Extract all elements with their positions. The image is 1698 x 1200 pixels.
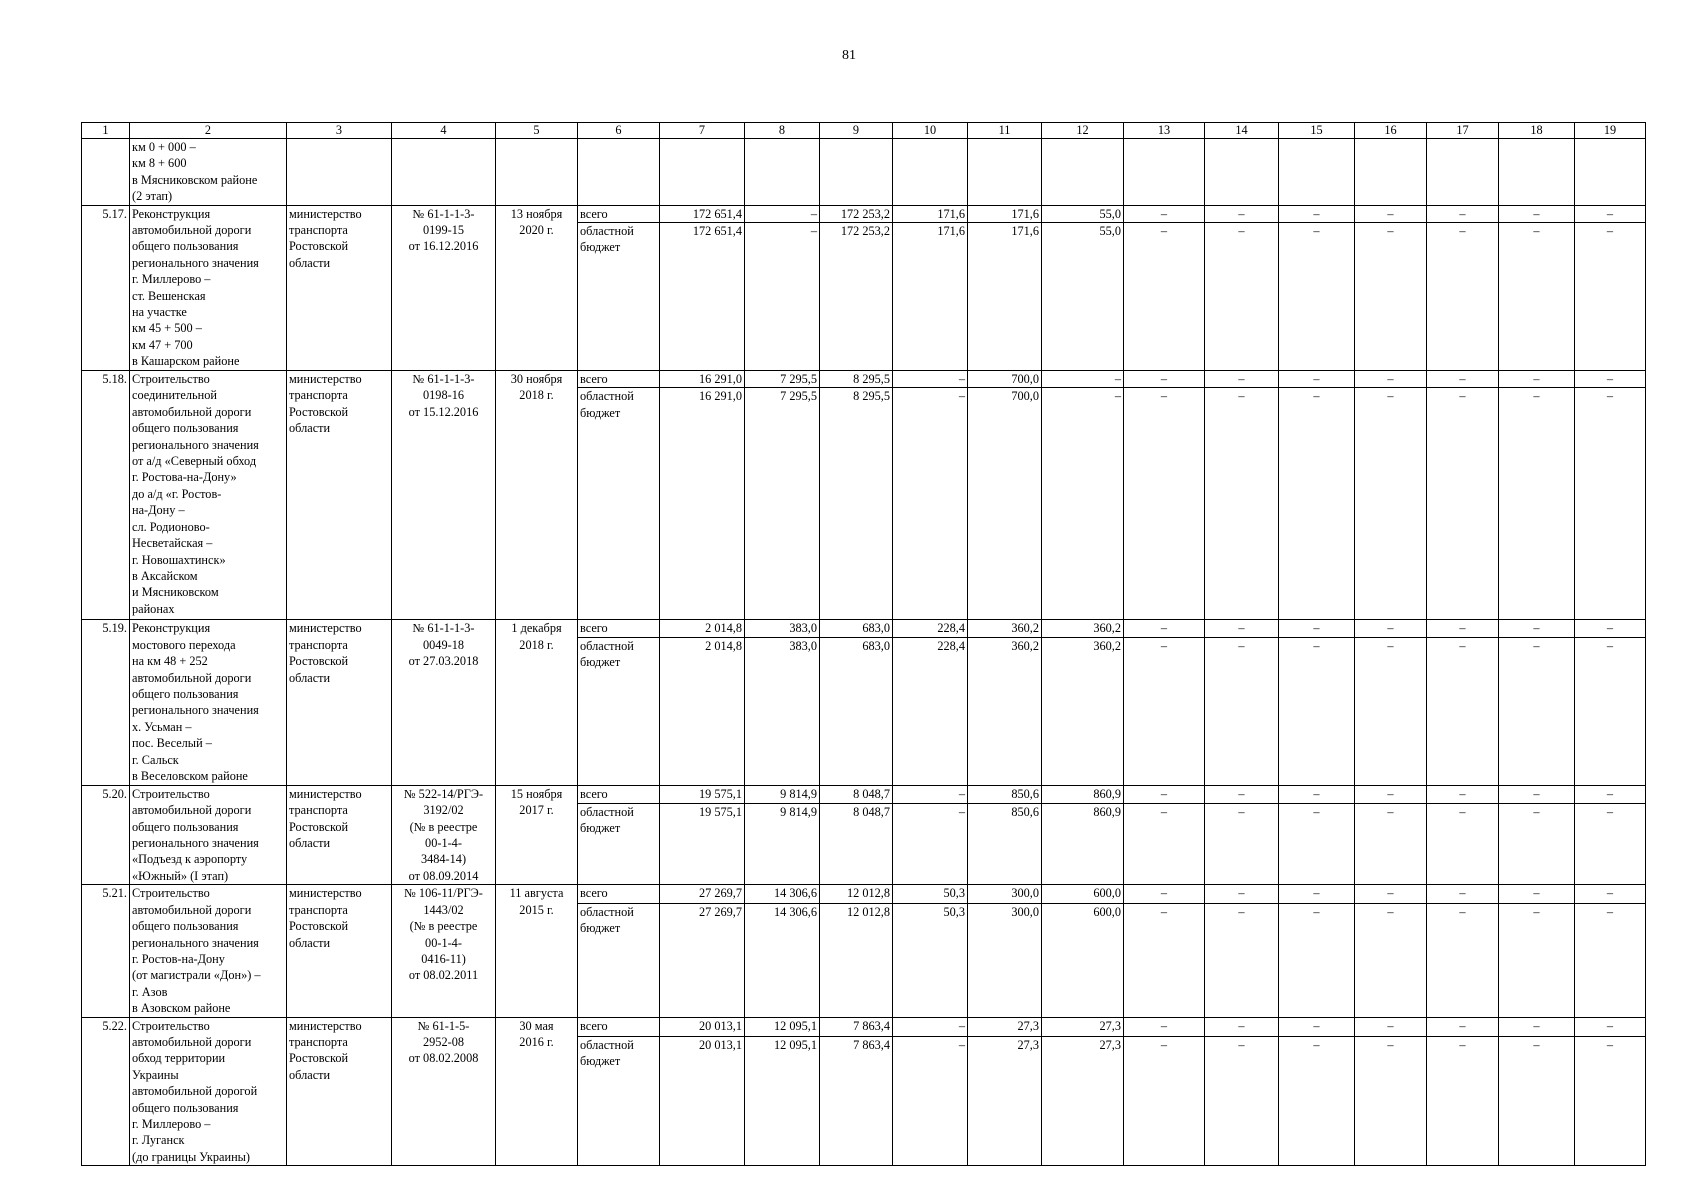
value-cell: – [1427,620,1499,637]
value-cell: – [1205,371,1279,388]
value-cell: – [1575,223,1646,371]
value-cell: 12 095,1 [745,1036,820,1165]
value-cell: 55,0 [1042,223,1124,371]
value-cell: – [1499,1036,1575,1165]
source-budget-label: областной бюджет [578,388,660,620]
empty-cell [820,139,893,206]
value-cell: 171,6 [968,223,1042,371]
value-cell: 300,0 [968,885,1042,904]
value-cell: – [893,785,968,803]
empty-cell [1427,139,1499,206]
value-cell: 7 863,4 [820,1017,893,1036]
value-cell: – [1205,903,1279,1017]
value-cell: 19 575,1 [660,785,745,803]
empty-cell [287,139,392,206]
value-cell: 850,6 [968,803,1042,885]
customer-cell: министерство транспорта Ростовской области [287,1017,392,1166]
value-cell: 27,3 [1042,1017,1124,1036]
customer-cell: министерство транспорта Ростовской области [287,371,392,620]
value-cell: 27 269,7 [660,885,745,904]
value-cell: 360,2 [1042,637,1124,785]
value-cell: – [1355,223,1427,371]
value-cell: – [1279,205,1355,222]
value-cell: – [1279,620,1355,637]
value-cell: 8 048,7 [820,803,893,885]
value-cell: – [1355,205,1427,222]
value-cell: – [1279,903,1355,1017]
value-cell: 360,2 [1042,620,1124,637]
source-budget-label: областной бюджет [578,223,660,371]
value-cell: 600,0 [1042,885,1124,904]
source-budget-label: областной бюджет [578,803,660,885]
value-cell: – [1427,1036,1499,1165]
document-cell: № 61-1-1-3- 0049-18 от 27.03.2018 [392,620,496,785]
deadline-cell: 15 ноября 2017 г. [496,785,578,884]
value-cell: – [1124,388,1205,620]
value-cell: – [893,388,968,620]
customer-cell: министерство транспорта Ростовской области [287,885,392,1017]
value-cell: – [1124,1017,1205,1036]
value-cell: 12 095,1 [745,1017,820,1036]
header-cell: 4 [392,123,496,139]
value-cell: – [1499,371,1575,388]
value-cell: 171,6 [968,205,1042,222]
value-cell: 172 253,2 [820,205,893,222]
object-name-cell: Строительство автомобильной дороги общего пользования регионального значения г. Ростов-на-Дону (от магистрали «Дон») – г. Азов в Азовском районе [130,885,287,1017]
value-cell: 300,0 [968,903,1042,1017]
value-cell: – [1124,223,1205,371]
value-cell: – [1427,785,1499,803]
row-number: 5.21. [82,885,130,1017]
row-total [82,205,1646,222]
value-cell: – [1575,885,1646,904]
value-cell: – [1205,803,1279,885]
value-cell: – [1355,803,1427,885]
value-cell: – [1355,620,1427,637]
empty-cell [1499,139,1575,206]
value-cell: 9 814,9 [745,785,820,803]
value-cell: 860,9 [1042,803,1124,885]
deadline-cell: 11 августа 2015 г. [496,885,578,1017]
header-cell: 3 [287,123,392,139]
value-cell: 860,9 [1042,785,1124,803]
value-cell: – [1499,785,1575,803]
source-budget-label: областной бюджет [578,1036,660,1165]
value-cell: – [1205,1017,1279,1036]
empty-cell [496,139,578,206]
value-cell: – [1499,903,1575,1017]
value-cell: – [1499,803,1575,885]
value-cell: – [893,1036,968,1165]
value-cell: 683,0 [820,637,893,785]
value-cell: 171,6 [893,205,968,222]
value-cell: – [1355,1036,1427,1165]
value-cell: – [1042,371,1124,388]
value-cell: 7 295,5 [745,371,820,388]
value-cell: 2 014,8 [660,620,745,637]
value-cell: 8 048,7 [820,785,893,803]
value-cell: – [1355,785,1427,803]
object-name-cell: Реконструкция мостового перехода на км 48 + 252 автомобильной дороги общего пользования регионального значения х. Усьман – пос. Веселый – г. Сальск в Веселовском районе [130,620,287,785]
value-cell: – [893,1017,968,1036]
row-number: 5.18. [82,371,130,620]
document-cell: № 106-11/РГЭ- 1443/02 (№ в реестре 00-1-4- 0416-11) от 08.02.2011 [392,885,496,1017]
deadline-cell: 1 декабря 2018 г. [496,620,578,785]
value-cell: 383,0 [745,620,820,637]
value-cell: 12 012,8 [820,903,893,1017]
value-cell: – [1575,388,1646,620]
customer-cell: министерство транспорта Ростовской области [287,620,392,785]
header-cell: 10 [893,123,968,139]
empty-cell [1042,139,1124,206]
value-cell: 9 814,9 [745,803,820,885]
value-cell: – [1575,785,1646,803]
source-total-label: всего [578,1017,660,1036]
value-cell: – [893,371,968,388]
value-cell: – [1124,885,1205,904]
object-name-cell: Строительство соединительной автомобильной дороги общего пользования регионального значения от а/д «Северный обход г. Ростова-на-Дону» до а/д «г. Ростов- на-Дону – сл. Родионово- Несветайская – г. Новошахтинск» в Аксайском и Мясниковском районах [130,371,287,620]
value-cell: – [1279,1036,1355,1165]
value-cell: – [1279,371,1355,388]
value-cell: – [1124,903,1205,1017]
value-cell: – [1205,620,1279,637]
empty-cell [1355,139,1427,206]
header-cell: 1 [82,123,130,139]
investment-table [81,122,1646,1166]
value-cell: 7 863,4 [820,1036,893,1165]
value-cell: – [1124,785,1205,803]
header-cell: 8 [745,123,820,139]
value-cell: – [1427,803,1499,885]
value-cell: – [1499,1017,1575,1036]
row-total [82,885,1646,904]
empty-cell [578,139,660,206]
object-name-cell: Строительство автомобильной дороги общего пользования регионального значения «Подъезд к аэропорту «Южный» (I этап) [130,785,287,884]
value-cell: 383,0 [745,637,820,785]
value-cell: – [1355,637,1427,785]
value-cell: 172 651,4 [660,205,745,222]
deadline-cell: 30 ноября 2018 г. [496,371,578,620]
row-total [82,371,1646,388]
value-cell: 20 013,1 [660,1036,745,1165]
value-cell: 27,3 [968,1017,1042,1036]
value-cell: – [1575,1017,1646,1036]
row-total [82,620,1646,637]
customer-cell: министерство транспорта Ростовской области [287,785,392,884]
value-cell: – [1427,1017,1499,1036]
value-cell: – [1355,371,1427,388]
header-cell: 19 [1575,123,1646,139]
header-cell: 13 [1124,123,1205,139]
row-number: 5.22. [82,1017,130,1166]
value-cell: – [1499,388,1575,620]
header-cell: 7 [660,123,745,139]
value-cell: – [1575,1036,1646,1165]
value-cell: 172 253,2 [820,223,893,371]
value-cell: – [1427,205,1499,222]
value-cell: – [1355,885,1427,904]
value-cell: – [1205,1036,1279,1165]
document-cell: № 61-1-1-3- 0198-16 от 15.12.2016 [392,371,496,620]
value-cell: 2 014,8 [660,637,745,785]
value-cell: – [1279,803,1355,885]
row-number: 5.20. [82,785,130,884]
value-cell: 12 012,8 [820,885,893,904]
header-cell: 15 [1279,123,1355,139]
continuation-row [82,139,1646,206]
value-cell: – [1575,637,1646,785]
value-cell: 700,0 [968,371,1042,388]
value-cell: 8 295,5 [820,388,893,620]
empty-cell [745,139,820,206]
deadline-cell: 30 мая 2016 г. [496,1017,578,1166]
header-cell: 2 [130,123,287,139]
value-cell: 683,0 [820,620,893,637]
object-name-cell: км 0 + 000 – км 8 + 600 в Мясниковском районе (2 этап) [130,139,287,206]
empty-cell [1205,139,1279,206]
value-cell: – [1427,388,1499,620]
value-cell: 171,6 [893,223,968,371]
source-budget-label: областной бюджет [578,903,660,1017]
value-cell: 700,0 [968,388,1042,620]
empty-cell [392,139,496,206]
value-cell: – [1427,885,1499,904]
value-cell: 20 013,1 [660,1017,745,1036]
source-total-label: всего [578,620,660,637]
empty-cell [660,139,745,206]
header-cell: 9 [820,123,893,139]
value-cell: 16 291,0 [660,371,745,388]
value-cell: 19 575,1 [660,803,745,885]
value-cell: – [1355,903,1427,1017]
value-cell: 14 306,6 [745,885,820,904]
value-cell: – [1205,637,1279,785]
header-cell: 11 [968,123,1042,139]
empty-cell [1575,139,1646,206]
value-cell: – [1427,903,1499,1017]
row-number: 5.17. [82,205,130,370]
value-cell: 16 291,0 [660,388,745,620]
value-cell: 14 306,6 [745,903,820,1017]
value-cell: – [1427,223,1499,371]
object-name-cell: Строительство автомобильной дороги обход территории Украины автомобильной дорогой общего пользования г. Миллерово – г. Луганск (до границы Украины) [130,1017,287,1166]
header-cell: 18 [1499,123,1575,139]
value-cell: – [1575,803,1646,885]
document-cell: № 522-14/РГЭ- 3192/02 (№ в реестре 00-1-4- 3484-14) от 08.09.2014 [392,785,496,884]
header-cell: 17 [1427,123,1499,139]
row-total [82,785,1646,803]
value-cell: 27,3 [1042,1036,1124,1165]
value-cell: – [1279,388,1355,620]
value-cell: – [1499,885,1575,904]
value-cell: 7 295,5 [745,388,820,620]
empty-cell [893,139,968,206]
header-cell: 14 [1205,123,1279,139]
value-cell: – [1124,620,1205,637]
value-cell: – [1355,1017,1427,1036]
num-cell [82,139,130,206]
value-cell: – [1499,620,1575,637]
value-cell: – [745,205,820,222]
value-cell: 228,4 [893,637,968,785]
value-cell: 50,3 [893,885,968,904]
value-cell: – [1205,388,1279,620]
empty-cell [968,139,1042,206]
row-total [82,1017,1646,1036]
value-cell: – [893,803,968,885]
value-cell: 50,3 [893,903,968,1017]
source-total-label: всего [578,785,660,803]
value-cell: – [1575,205,1646,222]
value-cell: – [1279,223,1355,371]
value-cell: – [1205,885,1279,904]
empty-cell [1279,139,1355,206]
value-cell: – [1205,785,1279,803]
value-cell: – [1042,388,1124,620]
document-cell: № 61-1-1-3- 0199-15 от 16.12.2016 [392,205,496,370]
source-total-label: всего [578,205,660,222]
value-cell: 27 269,7 [660,903,745,1017]
header-cell: 6 [578,123,660,139]
value-cell: 360,2 [968,620,1042,637]
value-cell: – [745,223,820,371]
value-cell: – [1124,803,1205,885]
value-cell: – [1124,205,1205,222]
value-cell: 27,3 [968,1036,1042,1165]
value-cell: – [1279,1017,1355,1036]
value-cell: – [1575,903,1646,1017]
value-cell: – [1279,885,1355,904]
value-cell: – [1427,371,1499,388]
source-budget-label: областной бюджет [578,637,660,785]
value-cell: – [1124,637,1205,785]
value-cell: – [1499,223,1575,371]
value-cell: 600,0 [1042,903,1124,1017]
header-cell: 12 [1042,123,1124,139]
deadline-cell: 13 ноября 2020 г. [496,205,578,370]
header-cell: 5 [496,123,578,139]
empty-cell [1124,139,1205,206]
header-row [82,123,1646,139]
value-cell: – [1279,785,1355,803]
value-cell: – [1499,205,1575,222]
source-total-label: всего [578,885,660,904]
value-cell: 55,0 [1042,205,1124,222]
value-cell: – [1575,620,1646,637]
value-cell: – [1279,637,1355,785]
value-cell: 8 295,5 [820,371,893,388]
value-cell: 228,4 [893,620,968,637]
value-cell: 850,6 [968,785,1042,803]
page-number: 81 [842,48,856,63]
value-cell: – [1205,205,1279,222]
value-cell: – [1124,1036,1205,1165]
source-total-label: всего [578,371,660,388]
value-cell: 360,2 [968,637,1042,785]
document-cell: № 61-1-5- 2952-08 от 08.02.2008 [392,1017,496,1166]
value-cell: – [1575,371,1646,388]
value-cell: – [1355,388,1427,620]
object-name-cell: Реконструкция автомобильной дороги общего пользования регионального значения г. Миллерово – ст. Вешенская на участке км 45 + 500 – км 47 + 700 в Кашарском районе [130,205,287,370]
customer-cell: министерство транспорта Ростовской области [287,205,392,370]
row-number: 5.19. [82,620,130,785]
value-cell: – [1427,637,1499,785]
value-cell: – [1124,371,1205,388]
value-cell: 172 651,4 [660,223,745,371]
value-cell: – [1205,223,1279,371]
value-cell: – [1499,637,1575,785]
header-cell: 16 [1355,123,1427,139]
